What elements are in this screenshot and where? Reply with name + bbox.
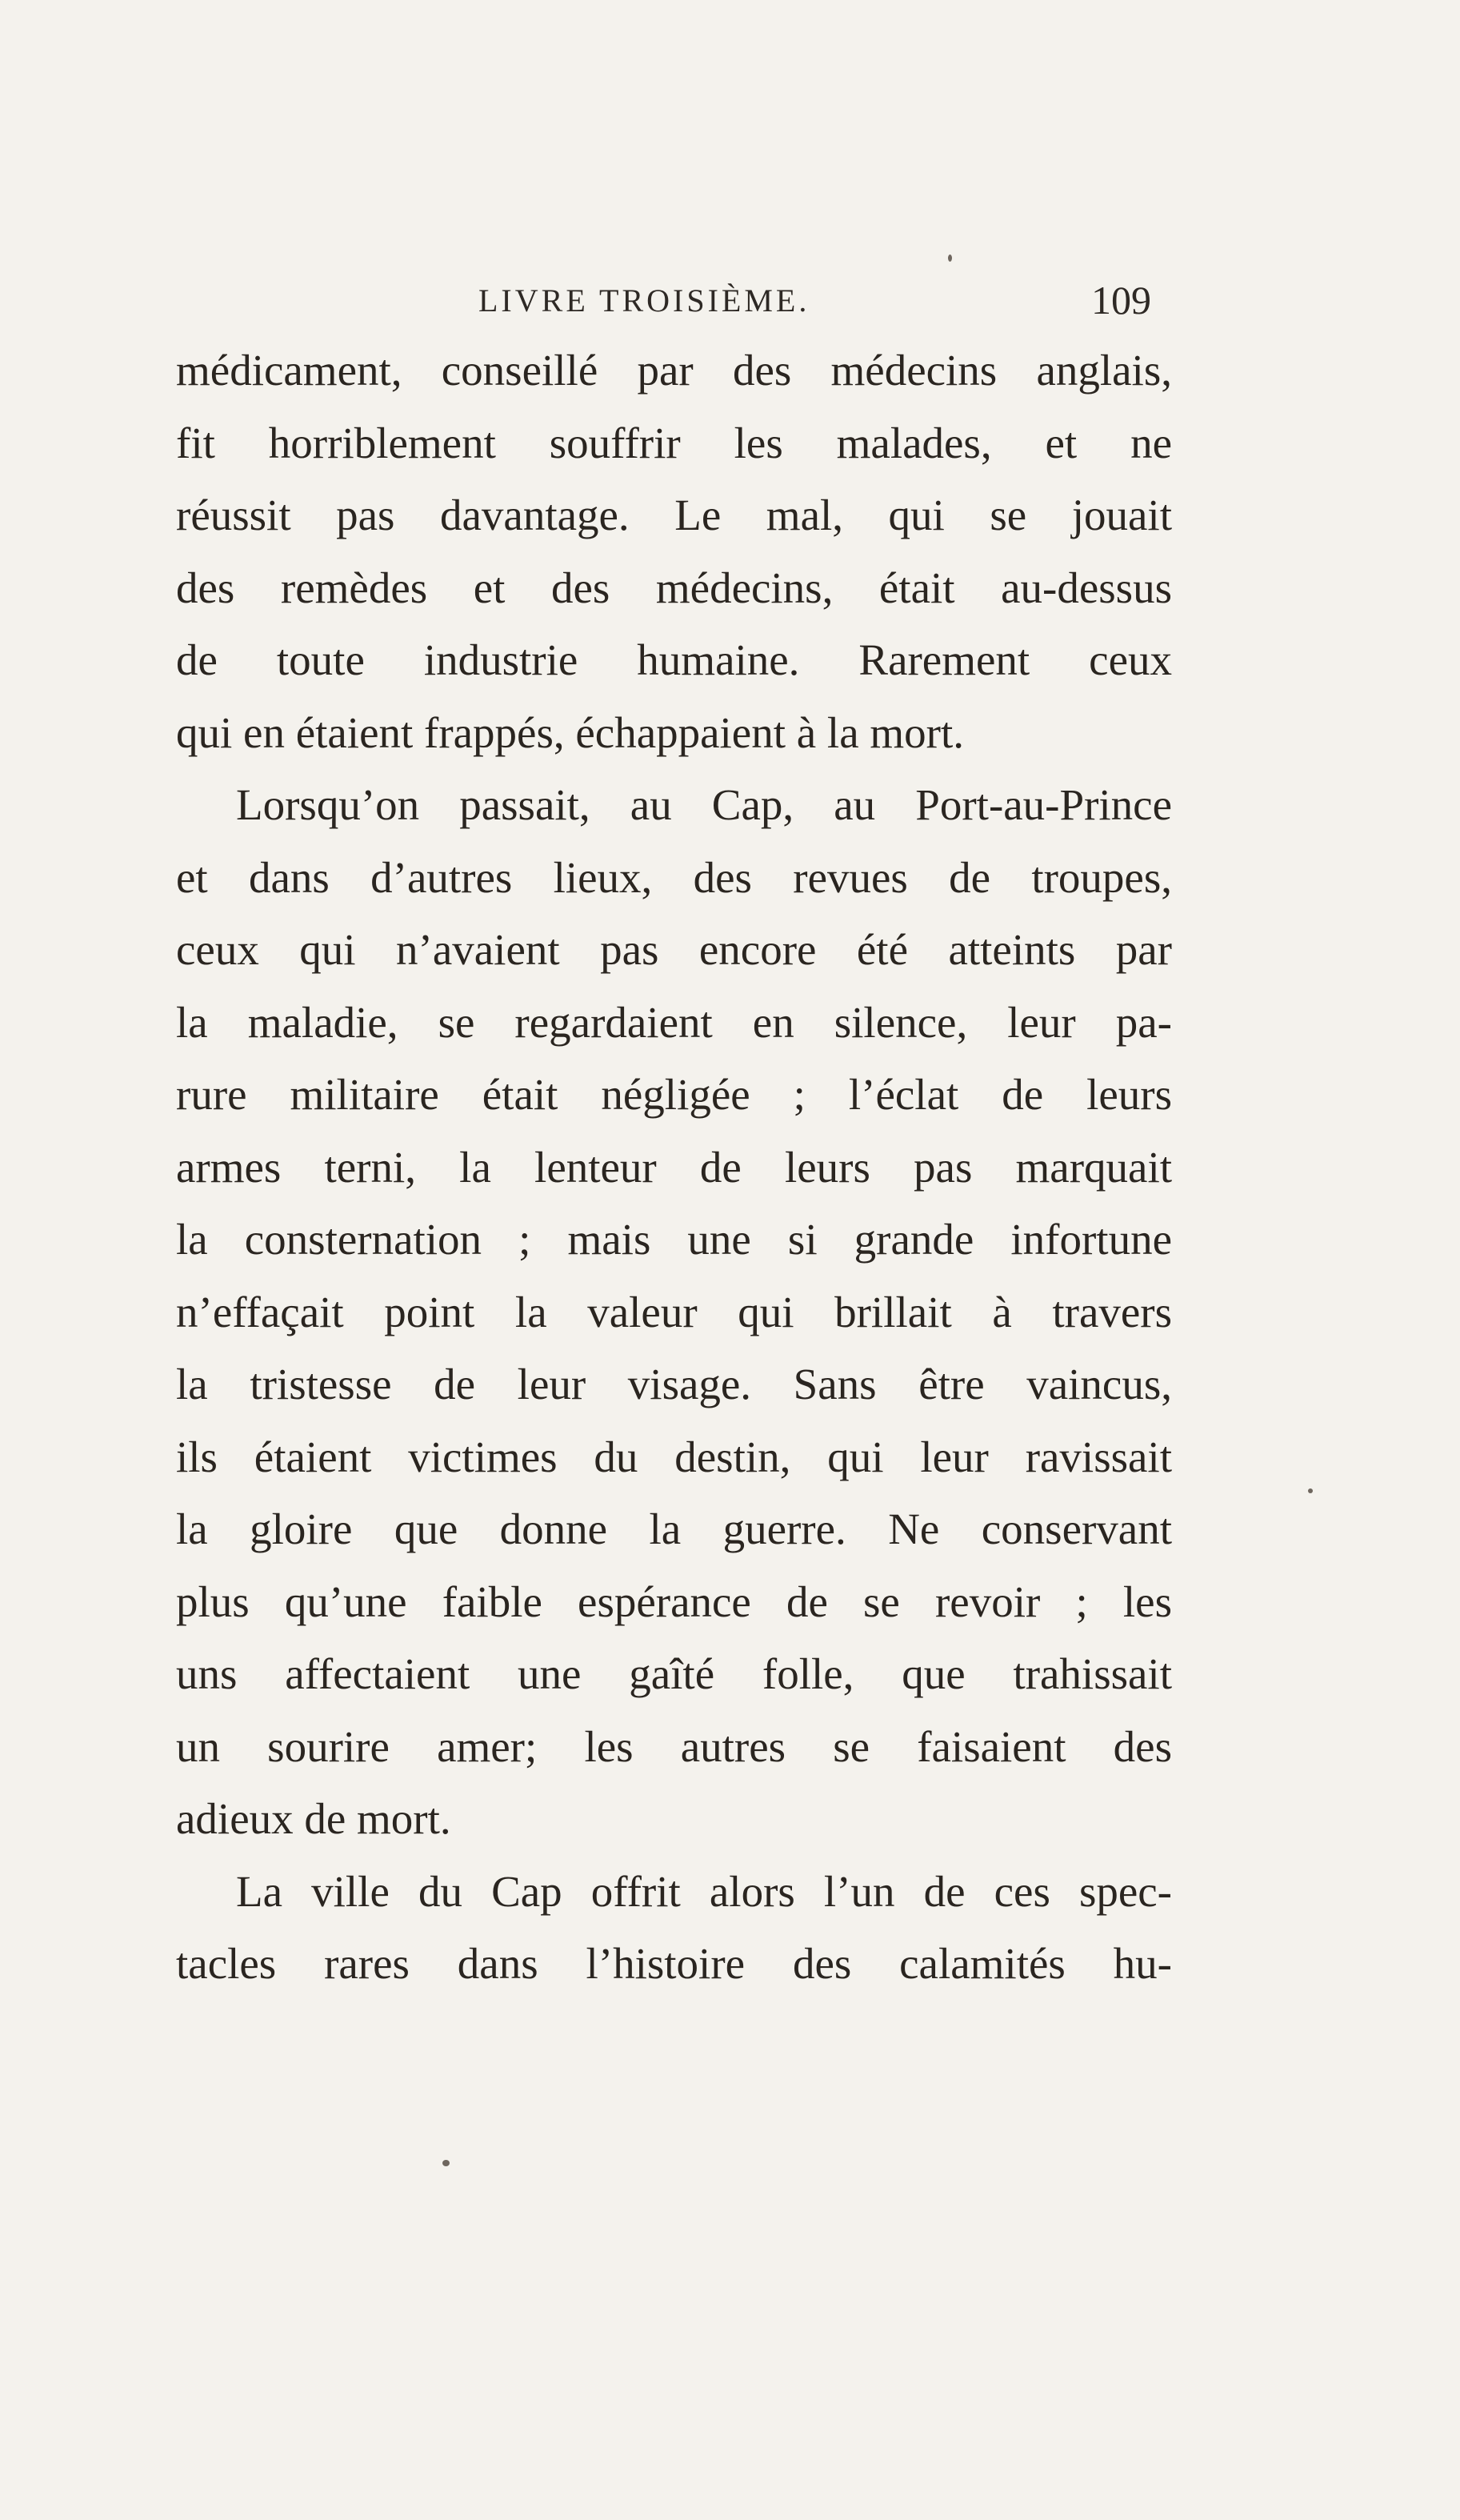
text-line: rure militaire était négligée ; l’éclat de leurs xyxy=(176,1070,1172,1119)
ink-speck xyxy=(948,254,952,262)
text-line: et dans d’autres lieux, des revues de troupes, xyxy=(176,852,1172,902)
text-line: uns affectaient une gaîté folle, que trahissait xyxy=(176,1649,1172,1698)
text-line: la tristesse de leur visage. Sans être vaincus, xyxy=(176,1360,1172,1408)
text-line: réussit pas davantage. Le mal, qui se jouait xyxy=(176,491,1172,539)
text-line: de toute industrie humaine. Rarement ceux xyxy=(176,635,1172,684)
text-line: un sourire amer; les autres se faisaient des xyxy=(176,1721,1172,1771)
text-line: médicament, conseillé par des médecins anglais, xyxy=(176,346,1172,395)
paragraph-first-line: Lorsqu’on passait, au Cap, au Port-au-Prince xyxy=(236,780,1172,829)
text-line: la consternation ; mais une si grande infortune xyxy=(176,1215,1172,1264)
paragraph-first-line: La ville du Cap offrit alors l’un de ces spec- xyxy=(236,1866,1172,1916)
text-line: armes terni, la lenteur de leurs pas marquait xyxy=(176,1142,1172,1192)
text-line: n’effaçait point la valeur qui brillait à travers xyxy=(176,1287,1172,1336)
text-line: des remèdes et des médecins, était au-dessus xyxy=(176,563,1172,612)
ink-speck xyxy=(442,2160,450,2166)
ink-speck xyxy=(1308,1488,1313,1493)
text-line: la gloire que donne la guerre. Ne conservant xyxy=(176,1504,1172,1553)
page-header xyxy=(0,272,1460,336)
text-line: adieux de mort. xyxy=(176,1794,451,1843)
body-text xyxy=(176,335,1172,2001)
text-line: tacles rares dans l’histoire des calamités hu- xyxy=(176,1939,1172,1988)
text-line: ceux qui n’avaient pas encore été atteints par xyxy=(176,925,1172,974)
text-line: ils étaient victimes du destin, qui leur ravissait xyxy=(176,1432,1172,1481)
text-line: la maladie, se regardaient en silence, leur pa- xyxy=(176,997,1172,1047)
text-line: fit horriblement souffrir les malades, et ne xyxy=(176,418,1172,467)
page-number: 109 xyxy=(1091,278,1151,323)
text-line: qui en étaient frappés, échappaient à la mort. xyxy=(176,707,964,757)
running-head: LIVRE TROISIÈME. xyxy=(478,282,810,319)
text-line: plus qu’une faible espérance de se revoir ; les xyxy=(176,1577,1172,1626)
